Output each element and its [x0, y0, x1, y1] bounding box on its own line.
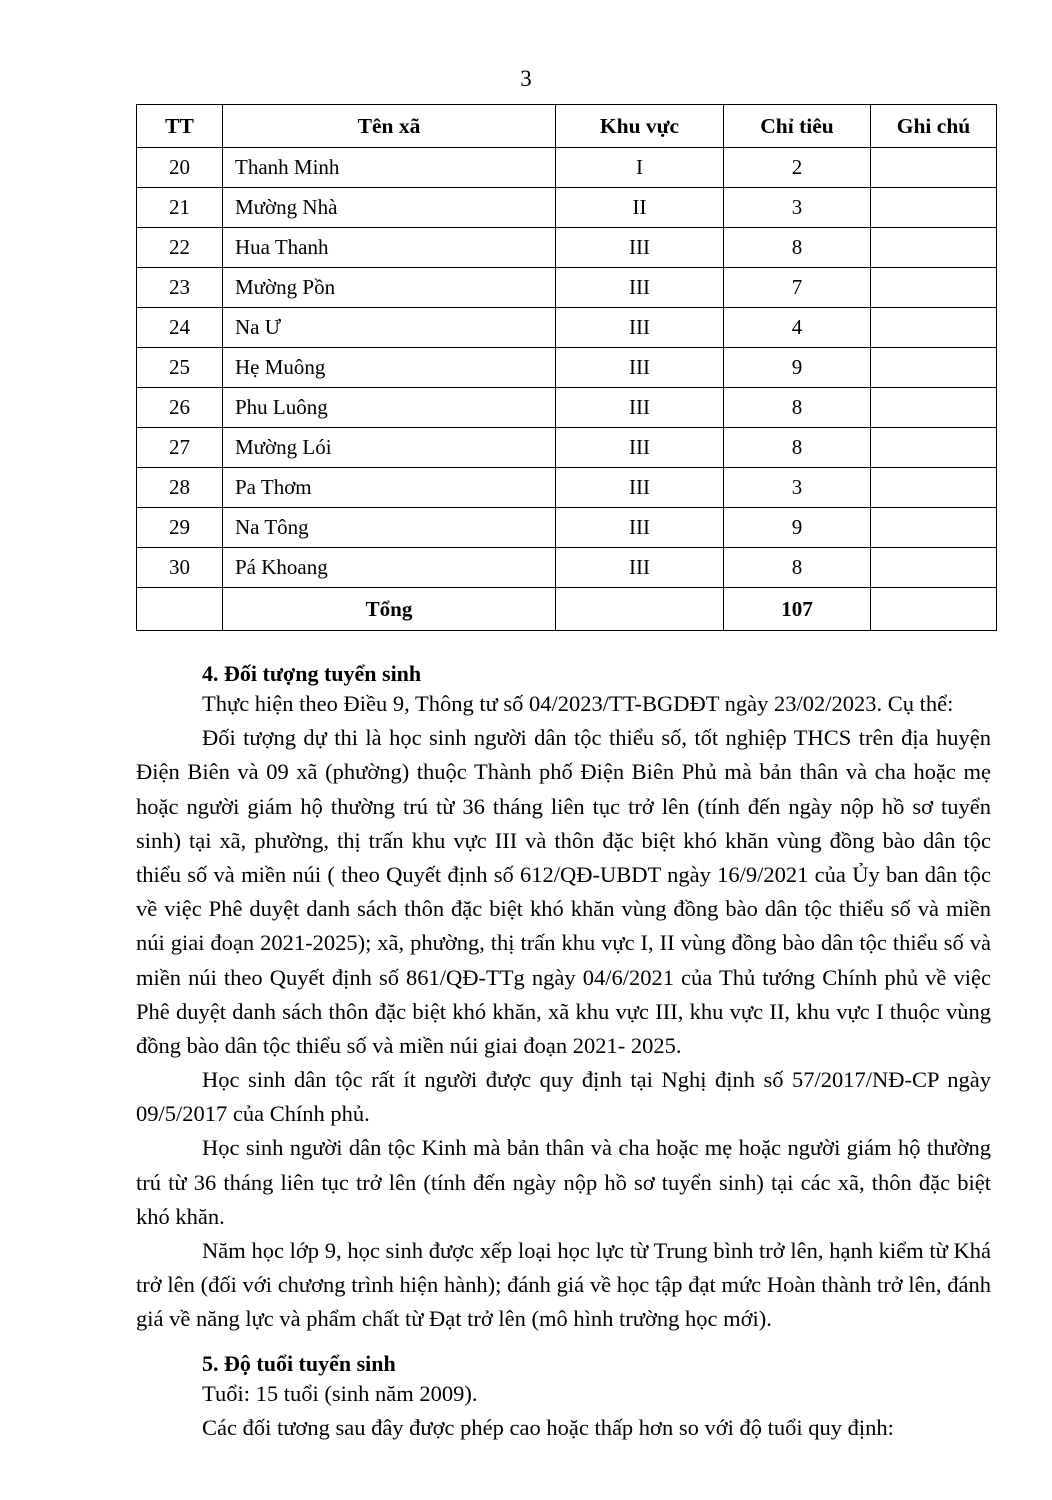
- cell-tt: 28: [137, 468, 223, 508]
- cell-tt: 29: [137, 508, 223, 548]
- page-number: 3: [520, 66, 532, 91]
- cell-area: III: [556, 508, 724, 548]
- paragraph-5-1: Tuổi: 15 tuổi (sinh năm 2009).: [202, 1380, 478, 1406]
- section-heading-4: 4. Đối tượng tuyển sinh: [202, 661, 422, 686]
- cell-note: [871, 428, 997, 468]
- quota-table: [136, 104, 997, 631]
- cell-quota: 4: [724, 308, 871, 348]
- cell-tt: 21: [137, 188, 223, 228]
- cell-tt: 26: [137, 388, 223, 428]
- cell-total-quota: 107: [724, 588, 871, 631]
- table-row: [137, 228, 997, 268]
- column-header-note: Ghi chú: [871, 105, 997, 148]
- cell-tt: 24: [137, 308, 223, 348]
- cell-tt: 27: [137, 428, 223, 468]
- cell-name: Hẹ Muông: [223, 348, 556, 388]
- section-heading-5: 5. Độ tuổi tuyển sinh: [202, 1350, 396, 1376]
- cell-name: Phu Luông: [223, 388, 556, 428]
- table-row: [137, 468, 997, 508]
- section-doi-tuong-tuyen-sinh: [136, 661, 991, 1337]
- cell-total-area: [556, 588, 724, 631]
- cell-note: [871, 228, 997, 268]
- table-total-row: [137, 588, 997, 631]
- cell-area: I: [556, 148, 724, 188]
- cell-area: III: [556, 348, 724, 388]
- cell-name: Na Ư: [223, 308, 556, 348]
- table-row: [137, 188, 997, 228]
- cell-name: Hua Thanh: [223, 228, 556, 268]
- table-row: [137, 428, 997, 468]
- paragraph-4-5: Năm học lớp 9, học sinh được xếp loại học lực từ Trung bình trở lên, hạnh kiểm từ Khá trở lên (đối với chương trình hiện hành); đánh giá về học tập đạt mức Hoàn thành trở lên, đánh giá về năng lực và phẩm chất từ Đạt trở lên (mô hình trường học mới).: [136, 1238, 991, 1332]
- table-row: [137, 548, 997, 588]
- table-row: [137, 148, 997, 188]
- column-header-name: Tên xã: [223, 105, 556, 148]
- cell-area: III: [556, 228, 724, 268]
- cell-quota: 7: [724, 268, 871, 308]
- cell-total-note: [871, 588, 997, 631]
- cell-area: III: [556, 388, 724, 428]
- cell-name: Thanh Minh: [223, 148, 556, 188]
- cell-tt: 25: [137, 348, 223, 388]
- paragraph-5-2: Các đối tương sau đây được phép cao hoặc thấp hơn so với độ tuổi quy định:: [202, 1414, 894, 1440]
- cell-quota: 9: [724, 508, 871, 548]
- cell-total-label: Tổng: [223, 588, 556, 631]
- paragraph-4-2: Đối tượng dự thi là học sinh người dân tộc thiểu số, tốt nghiệp THCS trên địa huyện Điện Biên và 09 xã (phường) thuộc Thành phố Điện Biên Phủ mà bản thân và cha hoặc mẹ hoặc người giám hộ thường trú từ 36 tháng liên tục trở lên (tính đến ngày nộp hồ sơ tuyển sinh) tại xã, phường, thị trấn khu vực III và thôn đặc biệt khó khăn vùng đồng bào dân tộc thiểu số và miền núi ( theo Quyết định số 612/QĐ-UBDT ngày 16/9/2021 của Ủy ban dân tộc về việc Phê duyệt danh sách thôn đặc biệt khó khăn vùng đồng bào dân tộc thiểu số và miền núi giai đoạn 2021-2025); xã, phường, thị trấn khu vực I, II vùng đồng bào dân tộc thiểu số và miền núi theo Quyết định số 861/QĐ-TTg ngày 04/6/2021 của Thủ tướng Chính phủ về việc Phê duyệt danh sách thôn đặc biệt khó khăn, xã khu vực III, khu vực II, khu vực I thuộc vùng đồng bào dân tộc thiểu số và miền núi giai đoạn 2021- 2025.: [136, 725, 991, 1058]
- cell-tt: 20: [137, 148, 223, 188]
- cell-note: [871, 508, 997, 548]
- table-row: [137, 268, 997, 308]
- cell-name: Mường Lói: [223, 428, 556, 468]
- table-header: [137, 105, 997, 148]
- table-row: [137, 388, 997, 428]
- table-row: [137, 508, 997, 548]
- cell-note: [871, 268, 997, 308]
- cell-quota: 8: [724, 388, 871, 428]
- cell-name: Pá Khoang: [223, 548, 556, 588]
- cell-tt: 22: [137, 228, 223, 268]
- cell-note: [871, 188, 997, 228]
- cell-tt: 30: [137, 548, 223, 588]
- column-header-quota: Chỉ tiêu: [724, 105, 871, 148]
- cell-area: III: [556, 428, 724, 468]
- cell-quota: 8: [724, 428, 871, 468]
- cell-name: Mường Nhà: [223, 188, 556, 228]
- cell-area: III: [556, 548, 724, 588]
- table-row: [137, 348, 997, 388]
- table-body: [137, 148, 997, 631]
- cell-note: [871, 468, 997, 508]
- paragraph-4-3: Học sinh dân tộc rất ít người được quy định tại Nghị định số 57/2017/NĐ-CP ngày 09/5/2017 của Chính phủ.: [136, 1067, 991, 1127]
- cell-area: III: [556, 308, 724, 348]
- table-header-row: [137, 105, 997, 148]
- cell-area: III: [556, 268, 724, 308]
- cell-name: Pa Thơm: [223, 468, 556, 508]
- cell-note: [871, 348, 997, 388]
- cell-total-empty: [137, 588, 223, 631]
- cell-note: [871, 148, 997, 188]
- column-header-tt: TT: [137, 105, 223, 148]
- cell-note: [871, 388, 997, 428]
- cell-name: Na Tông: [223, 508, 556, 548]
- cell-name: Mường Pồn: [223, 268, 556, 308]
- cell-quota: 2: [724, 148, 871, 188]
- cell-area: II: [556, 188, 724, 228]
- cell-note: [871, 308, 997, 348]
- cell-note: [871, 548, 997, 588]
- cell-area: III: [556, 468, 724, 508]
- paragraph-4-1: Thực hiện theo Điều 9, Thông tư số 04/2023/TT-BGDĐT ngày 23/02/2023. Cụ thể:: [202, 691, 954, 716]
- cell-quota: 9: [724, 348, 871, 388]
- table-row: [137, 308, 997, 348]
- cell-quota: 3: [724, 188, 871, 228]
- cell-quota: 8: [724, 228, 871, 268]
- cell-tt: 23: [137, 268, 223, 308]
- cell-quota: 3: [724, 468, 871, 508]
- section-do-tuoi-tuyen-sinh: [136, 1351, 991, 1445]
- page-content: [136, 104, 991, 1445]
- cell-quota: 8: [724, 548, 871, 588]
- column-header-area: Khu vực: [556, 105, 724, 148]
- paragraph-4-4: Học sinh người dân tộc Kinh mà bản thân và cha hoặc mẹ hoặc người giám hộ thường trú từ 36 tháng liên tục trở lên (tính đến ngày nộp hồ sơ tuyển sinh) tại các xã, thôn đặc biệt khó khăn.: [136, 1135, 991, 1229]
